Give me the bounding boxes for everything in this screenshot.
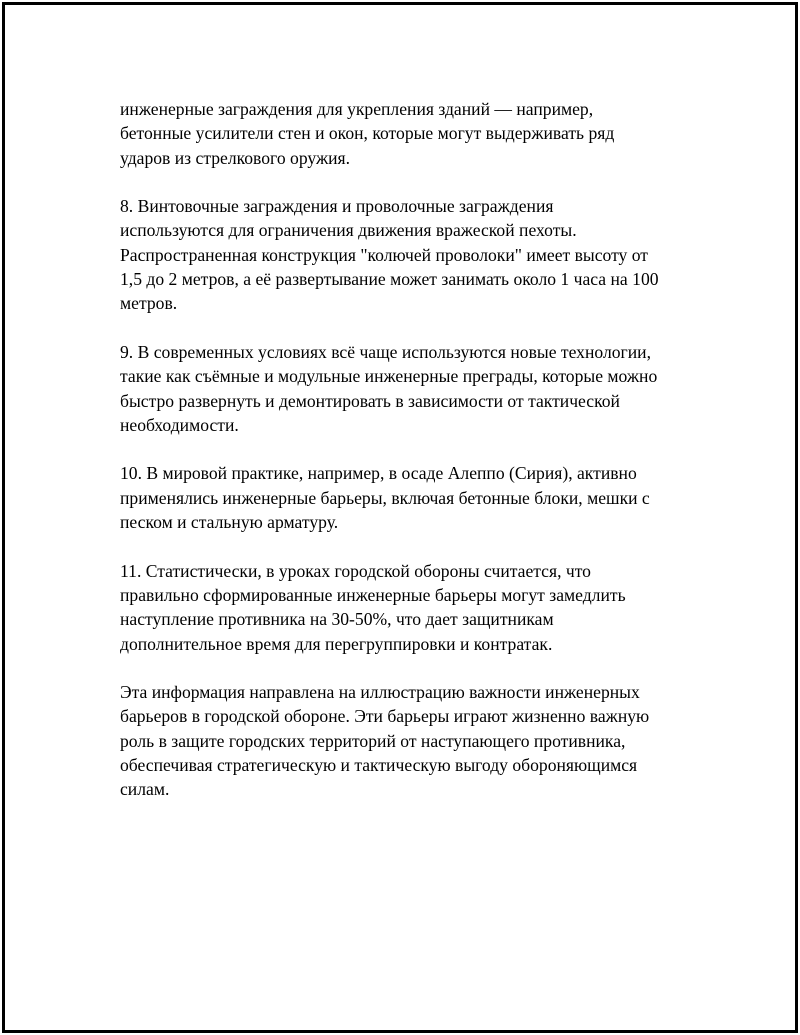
text-line: необходимости. (120, 414, 239, 435)
text-line: метров. (120, 293, 178, 314)
text-line: такие как съёмные и модульные инженерные преграды, которые можно (120, 366, 658, 387)
document-body (120, 97, 710, 826)
text-line: 8. Винтовочные заграждения и проволочные заграждения (120, 196, 554, 217)
paragraph-intro-continuation (120, 97, 710, 170)
text-line: 9. В современных условиях всё чаще используются новые технологии, (120, 341, 651, 362)
text-line: Эта информация направлена на иллюстрацию важности инженерных (120, 682, 640, 703)
paragraph-item-10 (120, 461, 710, 534)
text-line: правильно сформированные инженерные барьеры могут замедлить (120, 584, 626, 605)
paragraph-item-9 (120, 340, 710, 437)
text-line: быстро развернуть и демонтировать в зависимости от тактической (120, 390, 620, 411)
text-line: 10. В мировой практике, например, в осаде Алеппо (Сирия), активно (120, 463, 637, 484)
text-line: песком и стальную арматуру. (120, 512, 339, 533)
text-line: дополнительное время для перегруппировки и контратак. (120, 633, 553, 654)
text-line: обеспечивая стратегическую и тактическую выгоду обороняющимся (120, 755, 638, 776)
text-line: Распространенная конструкция "колючей проволоки" имеет высоту от (120, 244, 649, 265)
paragraph-item-8 (120, 194, 710, 315)
document-page (2, 2, 798, 1033)
text-line: силам. (120, 779, 170, 800)
text-line: роль в защите городских территорий от наступающего противника, (120, 730, 626, 751)
text-line: инженерные заграждения для укрепления зданий — например, (120, 99, 594, 119)
text-line: применялись инженерные барьеры, включая бетонные блоки, мешки с (120, 487, 650, 508)
text-line: ударов из стрелкового оружия. (120, 147, 351, 168)
text-line: наступление противника на 30-50%, что дает защитникам (120, 609, 554, 630)
text-line: 1,5 до 2 метров, а её развертывание может занимать около 1 часа на 100 (120, 269, 659, 290)
paragraph-conclusion (120, 680, 710, 801)
text-line: 11. Статистически, в уроках городской обороны считается, что (120, 560, 591, 581)
text-line: барьеров в городской обороне. Эти барьеры играют жизненно важную (120, 706, 650, 727)
paragraph-item-11 (120, 559, 710, 656)
text-line: используются для ограничения движения вражеской пехоты. (120, 220, 577, 241)
text-line: бетонные усилители стен и окон, которые могут выдерживать ряд (120, 123, 615, 144)
